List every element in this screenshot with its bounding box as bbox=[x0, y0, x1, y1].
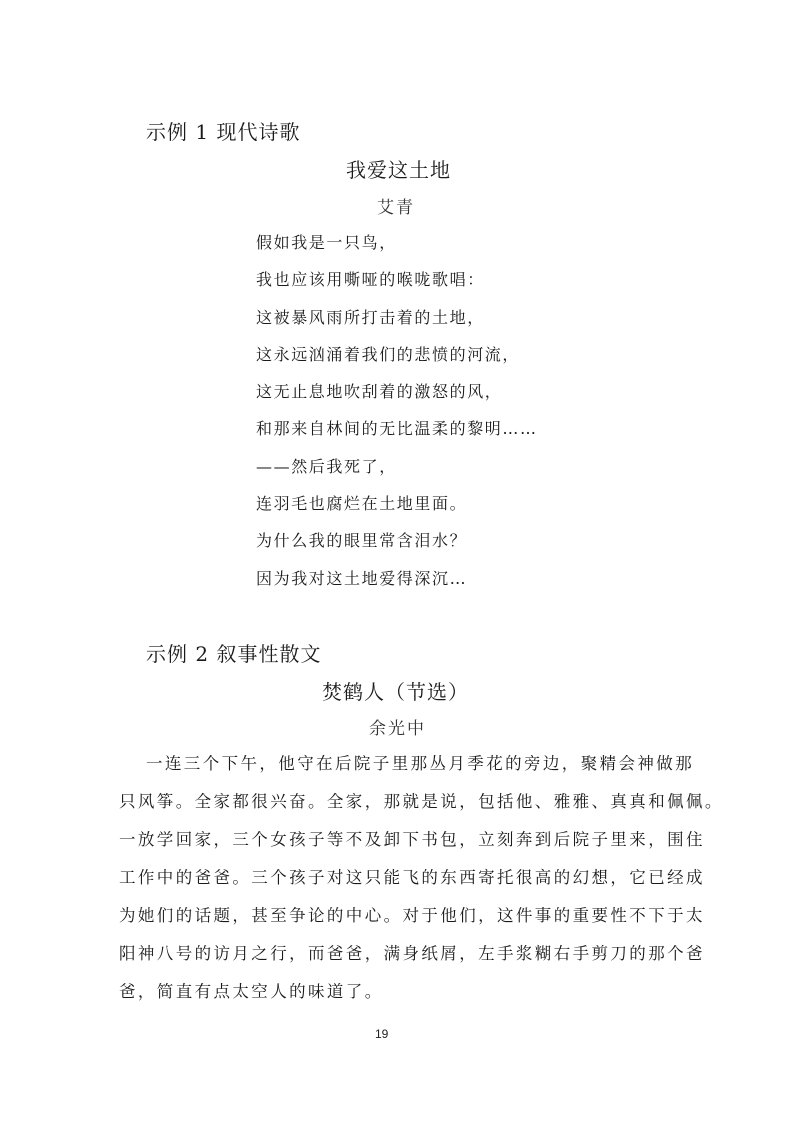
prose-line: 一放学回家，三个女孩子等不及卸下书包，立刻奔到后院子里来，围住 bbox=[119, 830, 705, 849]
prose-author: 余光中 bbox=[369, 719, 426, 739]
poem-author: 艾青 bbox=[377, 198, 415, 218]
poem-line: 这永远汹涌着我们的悲愤的河流， bbox=[256, 345, 521, 364]
poem-line: 这无止息地吹刮着的激怒的风， bbox=[256, 382, 503, 401]
poem-line: 我也应该用嘶哑的喉咙歌唱： bbox=[256, 270, 485, 289]
prose-line: 为她们的话题，甚至争论的中心。对于他们，这件事的重要性不下于太 bbox=[119, 906, 705, 925]
poem-line: 假如我是一只鸟， bbox=[256, 233, 397, 252]
prose-title: 焚鹤人（节选） bbox=[322, 680, 469, 704]
poem-line: ——然后我死了， bbox=[256, 457, 397, 476]
page-number: 19 bbox=[375, 1027, 389, 1041]
section-heading-example-1: 示例 1 现代诗歌 bbox=[146, 120, 301, 144]
prose-line: 阳神八号的访月之行，而爸爸，满身纸屑，左手浆糊右手剪刀的那个爸 bbox=[119, 944, 705, 963]
section-heading-example-2: 示例 2 叙事性散文 bbox=[146, 642, 322, 666]
poem-title: 我爱这土地 bbox=[346, 158, 451, 182]
prose-line: 爸，简直有点太空人的味道了。 bbox=[119, 982, 384, 1001]
poem-line: 这被暴风雨所打击着的土地， bbox=[256, 308, 485, 327]
poem-line: 连羽毛也腐烂在土地里面。 bbox=[256, 494, 468, 513]
poem-line: 和那来自林间的无比温柔的黎明…… bbox=[256, 419, 538, 438]
prose-line: 工作中的爸爸。三个孩子对这只能飞的东西寄托很高的幻想，它已经成 bbox=[119, 868, 705, 887]
poem-line: 因为我对这土地爱得深沉… bbox=[256, 569, 468, 588]
poem-line: 为什么我的眼里常含泪水？ bbox=[256, 531, 468, 550]
prose-line: 一连三个下午，他守在后院子里那丛月季花的旁边，聚精会神做那 bbox=[146, 754, 695, 773]
prose-line: 只风筝。全家都很兴奋。全家，那就是说，包括他、雅雅、真真和佩佩。 bbox=[119, 792, 724, 811]
